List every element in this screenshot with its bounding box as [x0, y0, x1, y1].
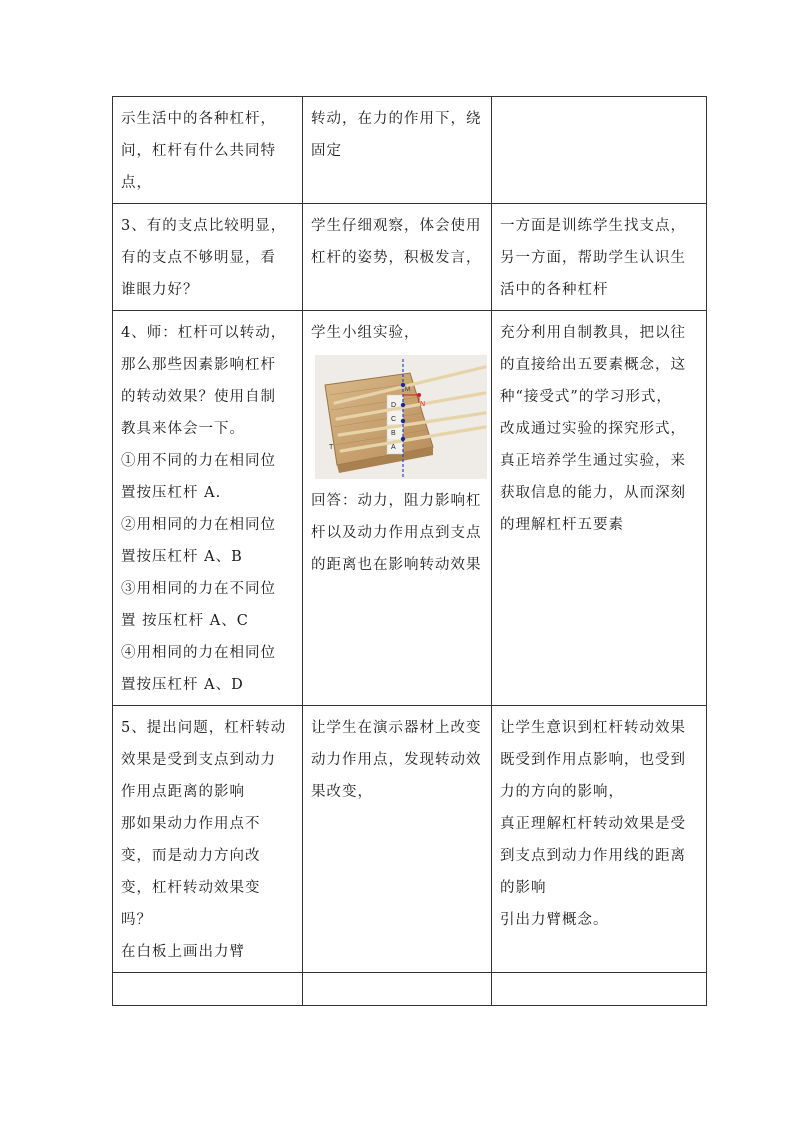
text-line: 4、师：杠杆可以转动，	[121, 325, 287, 341]
text-line: 的距离也在影响转动效果	[311, 557, 482, 573]
photo-label-m: M	[405, 387, 411, 393]
empty-cell	[492, 973, 707, 1006]
text-line: 有的支点不够明显，看	[121, 250, 276, 266]
text-line: 一方面是训练学生找支点，	[500, 218, 686, 234]
photo-label-t: T	[329, 444, 335, 451]
empty-cell	[113, 973, 303, 1006]
text-line: 活中的各种杠杆	[500, 282, 609, 298]
photo-label-a: A	[391, 444, 397, 451]
text-line: 充分利用自制教具，把以往	[500, 325, 686, 341]
text-line: 的直接给出五要素概念，这	[500, 357, 686, 373]
text-line: 改成通过实验的探究形式，	[500, 421, 686, 437]
text-line: 效果是受到支点到动力	[121, 752, 276, 768]
text-line: 让学生在演示器材上改变	[311, 720, 482, 736]
table-row	[113, 973, 707, 1006]
table-row	[113, 204, 707, 311]
text-line: 杆以及动力作用点到支点	[311, 525, 482, 541]
text-line: 转动，在力的作用下，绕	[311, 111, 482, 127]
text-line: ④用相同的力在相同位	[121, 645, 276, 661]
cell-intent	[492, 706, 707, 973]
table-row	[113, 706, 707, 973]
text-line: 在白板上画出力臂	[121, 944, 245, 960]
text-line: 另一方面，帮助学生认识生	[500, 250, 686, 266]
cell-activity	[113, 706, 303, 973]
text-line: 变，杠杆转动效果变	[121, 880, 261, 896]
cell-activity	[113, 311, 303, 706]
text-line: 引出力臂概念。	[500, 912, 609, 928]
text-line: 到支点到动力作用线的距离	[500, 848, 686, 864]
table-row	[113, 311, 707, 706]
text-line: 的转动效果？使用自制	[121, 389, 276, 405]
text-line: 力的方向的影响，	[500, 784, 624, 800]
text-line: ②用相同的力在相同位	[121, 517, 276, 533]
table-row	[113, 97, 707, 204]
text-line: 置按压杠杆 A、D	[121, 677, 244, 693]
text-line: ①用不同的力在相同位	[121, 453, 276, 469]
text-line: 那么那些因素影响杠杆	[121, 357, 276, 373]
text-line: 吗？	[121, 912, 152, 928]
text-line: 那如果动力作用点不	[121, 816, 261, 832]
text-line: 固定	[311, 143, 342, 159]
text-line: 的理解杠杆五要素	[500, 517, 624, 533]
text-line: 的影响	[500, 880, 547, 896]
cell-activity	[113, 204, 303, 311]
text-line: 3、有的支点比较明显，	[121, 218, 287, 234]
text-line: 示生活中的各种杠杆，	[121, 111, 276, 127]
text-line: 动力作用点，发现转动效	[311, 752, 482, 768]
cell-intent	[492, 311, 707, 706]
cell-intent	[492, 204, 707, 311]
lesson-plan-table	[112, 96, 707, 1006]
cell-intent	[492, 97, 707, 204]
text-line: 学生仔细观察，体会使用	[311, 218, 482, 234]
text-line: 回答：动力，阻力影响杠	[311, 493, 482, 509]
cell-activity	[113, 97, 303, 204]
cell-student	[303, 97, 492, 204]
cell-student	[303, 311, 492, 706]
text-line: 既受到作用点影响，也受到	[500, 752, 686, 768]
text-line: 5、提出问题，杠杆转动	[121, 720, 287, 736]
text-line: ③用相同的力在不同位	[121, 581, 276, 597]
text-line: 真正理解杠杆转动效果是受	[500, 816, 686, 832]
text-line: 学生小组实验，	[311, 325, 420, 341]
text-line: 点，	[121, 175, 152, 191]
text-line: 杠杆的姿势，积极发言，	[311, 250, 482, 266]
text-line: 获取信息的能力，从而深刻	[500, 485, 686, 501]
text-line: 果改变，	[311, 784, 373, 800]
text-line: 谁眼力好？	[121, 282, 199, 298]
text-line: 真正培养学生通过实验，来	[500, 453, 686, 469]
text-line: 问，杠杆有什么共同特	[121, 143, 276, 159]
photo-label-d: D	[391, 402, 398, 409]
text-line: 置按压杠杆 A、B	[121, 549, 243, 565]
cell-student	[303, 204, 492, 311]
text-line: 置 按压杠杆 A、C	[121, 613, 249, 629]
text-line: 变，而是动力方向改	[121, 848, 261, 864]
text-line: 教具来体会一下。	[121, 421, 245, 437]
photo-label-n: N	[420, 401, 427, 408]
text-line: 作用点距离的影响	[121, 784, 245, 800]
photo-label-b: B	[391, 430, 397, 437]
text-line: 种“接受式”的学习形式，	[500, 389, 672, 405]
lever-experiment-photo	[315, 355, 487, 479]
cell-student	[303, 706, 492, 973]
text-line: 让学生意识到杠杆转动效果	[500, 720, 686, 736]
photo-label-c: C	[391, 416, 398, 423]
empty-cell	[303, 973, 492, 1006]
text-line: 置按压杠杆 A.	[121, 485, 222, 501]
